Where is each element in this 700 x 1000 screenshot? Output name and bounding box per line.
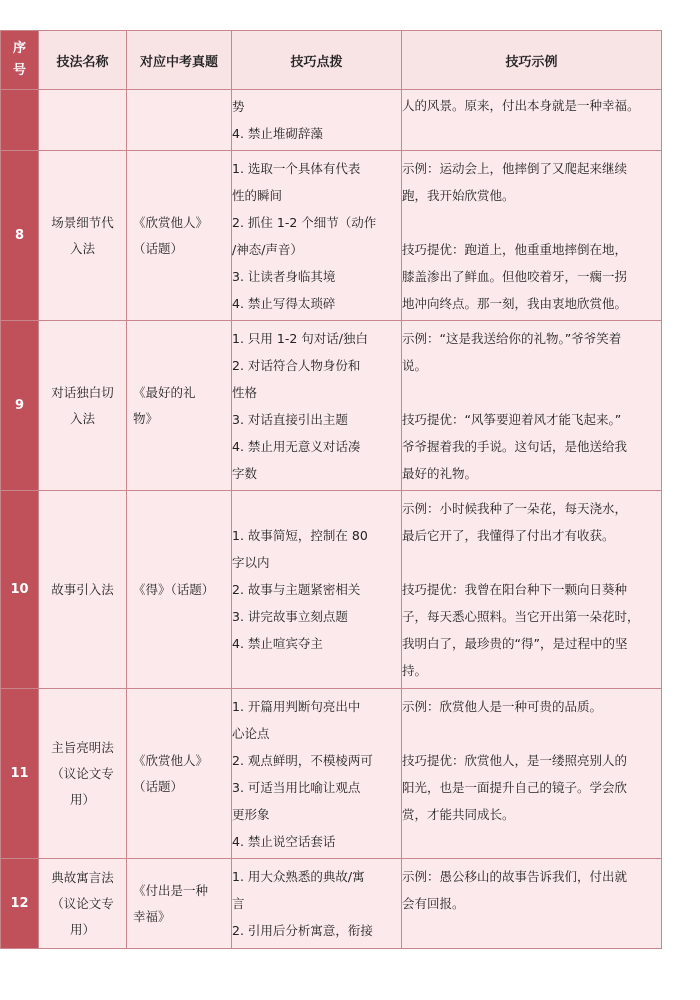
- improved-example-line: 最好的礼物。: [402, 466, 478, 481]
- tip-line: 3. 讲完故事立刻点题: [232, 609, 348, 624]
- exam-title-line: 物》: [133, 410, 159, 426]
- tip-line: 2. 故事与主题紧密相关: [232, 582, 361, 597]
- technique-name-line: 入法: [69, 240, 95, 256]
- row-seq-cell: [1, 491, 39, 689]
- exam-title-line: 幸福》: [133, 908, 171, 924]
- row-seq-cell: [1, 321, 39, 491]
- exam-title-line: 《欣赏他人》: [133, 752, 209, 768]
- row-exam-cell: [127, 321, 232, 491]
- tip-line: 2. 观点鲜明，不模棱两可: [232, 752, 373, 768]
- row-example-cell: [402, 151, 662, 321]
- improved-example-line: 持。: [402, 663, 428, 678]
- improved-example-line: 技巧提优：跑道上，他重重地摔倒在地，: [402, 242, 628, 257]
- technique-name-line: 场景细节代: [51, 214, 114, 230]
- improved-example-line: 阳光，也是一面提升自己的镜子。学会欣: [402, 780, 628, 795]
- tip-line: 4. 禁止堆砌辞藻: [232, 126, 323, 141]
- tip-line: 2. 引用后分析寓意，衔接: [232, 923, 373, 938]
- technique-name-line: 故事引入法: [51, 581, 114, 597]
- tip-line: 言: [232, 896, 245, 911]
- row-example-cell: [402, 859, 662, 949]
- tip-line: 2. 对话符合人物身份和: [232, 357, 361, 373]
- tip-line: 势: [232, 99, 245, 114]
- header-name: 技法名称: [39, 31, 127, 90]
- example-line: 跑，我开始欣赏他。: [402, 188, 515, 203]
- row-name-cell: [39, 689, 127, 859]
- example-line: 会有回报。: [402, 896, 465, 911]
- example-line: 示例：“这是我送给你的礼物。”爷爷笑着: [402, 331, 622, 346]
- tip-line: 更形象: [232, 806, 270, 822]
- row-example-cell: [402, 90, 662, 151]
- row-number: 11: [10, 766, 29, 781]
- table-row: [1, 151, 662, 321]
- row-name-cell: [39, 321, 127, 491]
- row-number: 8: [14, 228, 25, 243]
- example-spacer: [402, 549, 661, 576]
- technique-name-line: 用）: [69, 921, 95, 937]
- technique-name-line: 主旨亮明法: [51, 739, 114, 755]
- exam-title-line: 《欣赏他人》: [133, 214, 209, 230]
- technique-table: [0, 30, 662, 949]
- row-seq-cell: [1, 90, 39, 151]
- improved-example-line: 膝盖渗出了鲜血。但他咬着牙，一瘸一拐: [402, 269, 628, 284]
- row-name-cell: [39, 859, 127, 949]
- row-name-cell: [39, 151, 127, 321]
- row-example-cell: [402, 321, 662, 491]
- tip-line: 4. 禁止用无意义对话凑: [232, 438, 361, 454]
- row-seq-cell: [1, 689, 39, 859]
- example-spacer: [402, 720, 661, 747]
- improved-example-line: 技巧提优：我曾在阳台种下一颗向日葵种: [402, 582, 628, 597]
- header-row: [1, 31, 662, 90]
- row-exam-cell: [127, 689, 232, 859]
- row-name-cell: [39, 90, 127, 151]
- technique-name-line: 入法: [69, 410, 95, 426]
- technique-name-line: 用）: [69, 791, 95, 807]
- tip-line: 字以内: [232, 555, 270, 570]
- tip-line: 1. 故事简短，控制在 80: [232, 528, 368, 543]
- table-row-continued: [1, 90, 662, 151]
- improved-example-line: 赏，才能共同成长。: [402, 807, 515, 822]
- tip-line: 3. 对话直接引出主题: [232, 411, 348, 427]
- row-tips-cell: [232, 859, 402, 949]
- tip-line: 3. 可适当用比喻让观点: [232, 779, 361, 795]
- row-tips-cell: [232, 689, 402, 859]
- row-tips-cell: [232, 151, 402, 321]
- row-seq-cell: [1, 859, 39, 949]
- tip-line: 2. 抓住 1-2 个细节（动作: [232, 214, 377, 230]
- exam-title-line: 《付出是一种: [133, 882, 209, 898]
- improved-example-line: 子，每天悉心照料。当它开出第一朵花时，: [402, 609, 640, 624]
- row-exam-cell: [127, 151, 232, 321]
- table-row: [1, 689, 662, 859]
- header-exam: 对应中考真题: [127, 31, 232, 90]
- example-line: 示例：欣赏他人是一种可贵的品质。: [402, 699, 603, 714]
- improved-example-line: 我明白了，最珍贵的“得”，是过程中的坚: [402, 636, 628, 651]
- row-exam-cell: [127, 90, 232, 151]
- header-example: 技巧示例: [402, 31, 662, 90]
- tip-line: 1. 选取一个具体有代表: [232, 160, 361, 176]
- row-number: 10: [10, 582, 29, 597]
- table-row: [1, 321, 662, 491]
- row-example-cell: [402, 689, 662, 859]
- exam-title-line: 《最好的礼: [133, 384, 196, 400]
- tip-line: 字数: [232, 465, 258, 481]
- exam-title-line: （话题）: [133, 240, 184, 256]
- table-row: [1, 859, 662, 949]
- row-tips-cell: [232, 321, 402, 491]
- exam-title-line: （话题）: [133, 778, 184, 794]
- tip-line: 4. 禁止喧宾夺主: [232, 636, 323, 651]
- header-tips: 技巧点拨: [232, 31, 402, 90]
- row-name-cell: [39, 491, 127, 689]
- example-line: 示例：运动会上，他摔倒了又爬起来继续: [402, 161, 628, 176]
- example-line: 人的风景。原来，付出本身就是一种幸福。: [402, 98, 640, 113]
- example-line: 说。: [402, 358, 428, 373]
- row-seq-cell: [1, 151, 39, 321]
- row-exam-cell: [127, 859, 232, 949]
- tip-line: 1. 开篇用判断句亮出中: [232, 698, 361, 714]
- row-number: 12: [10, 896, 29, 911]
- tip-line: 3. 让读者身临其境: [232, 268, 336, 284]
- table-row: [1, 491, 662, 689]
- example-line: 示例：愚公移山的故事告诉我们，付出就: [402, 869, 628, 884]
- header-seq: 序号: [1, 31, 39, 90]
- improved-example-line: 爷爷握着我的手说。这句话，是他送给我: [402, 439, 628, 454]
- row-number: 9: [14, 398, 25, 413]
- technique-name-line: （议论文专: [51, 895, 114, 911]
- row-exam-cell: [127, 491, 232, 689]
- row-example-cell: [402, 491, 662, 689]
- row-tips-cell: [232, 491, 402, 689]
- improved-example-line: 技巧提优：“风筝要迎着风才能飞起来。”: [402, 412, 622, 427]
- example-line: 示例：小时候我种了一朵花，每天浇水，: [402, 501, 628, 516]
- tip-line: 4. 禁止写得太琐碎: [232, 295, 336, 311]
- example-spacer: [402, 209, 661, 236]
- exam-title-line: 《得》（话题）: [133, 581, 215, 597]
- example-spacer: [402, 379, 661, 406]
- technique-name-line: 对话独白切: [51, 384, 114, 400]
- technique-name-line: 典故寓言法: [51, 869, 114, 885]
- technique-name-line: （议论文专: [51, 765, 114, 781]
- tip-line: 心论点: [232, 725, 270, 741]
- tip-line: /神态/声音）: [232, 241, 303, 257]
- row-tips-cell: [232, 90, 402, 151]
- example-line: 最后它开了，我懂得了付出才有收获。: [402, 528, 615, 543]
- tip-line: 性格: [232, 384, 258, 400]
- tip-line: 1. 只用 1-2 句对话/独白: [232, 330, 368, 346]
- tip-line: 1. 用大众熟悉的典故/寓: [232, 869, 365, 884]
- improved-example-line: 技巧提优：欣赏他人，是一缕照亮别人的: [402, 753, 628, 768]
- tip-line: 性的瞬间: [232, 187, 283, 203]
- improved-example-line: 地冲向终点。那一刻，我由衷地欣赏他。: [402, 296, 628, 311]
- tip-line: 4. 禁止说空话套话: [232, 833, 336, 849]
